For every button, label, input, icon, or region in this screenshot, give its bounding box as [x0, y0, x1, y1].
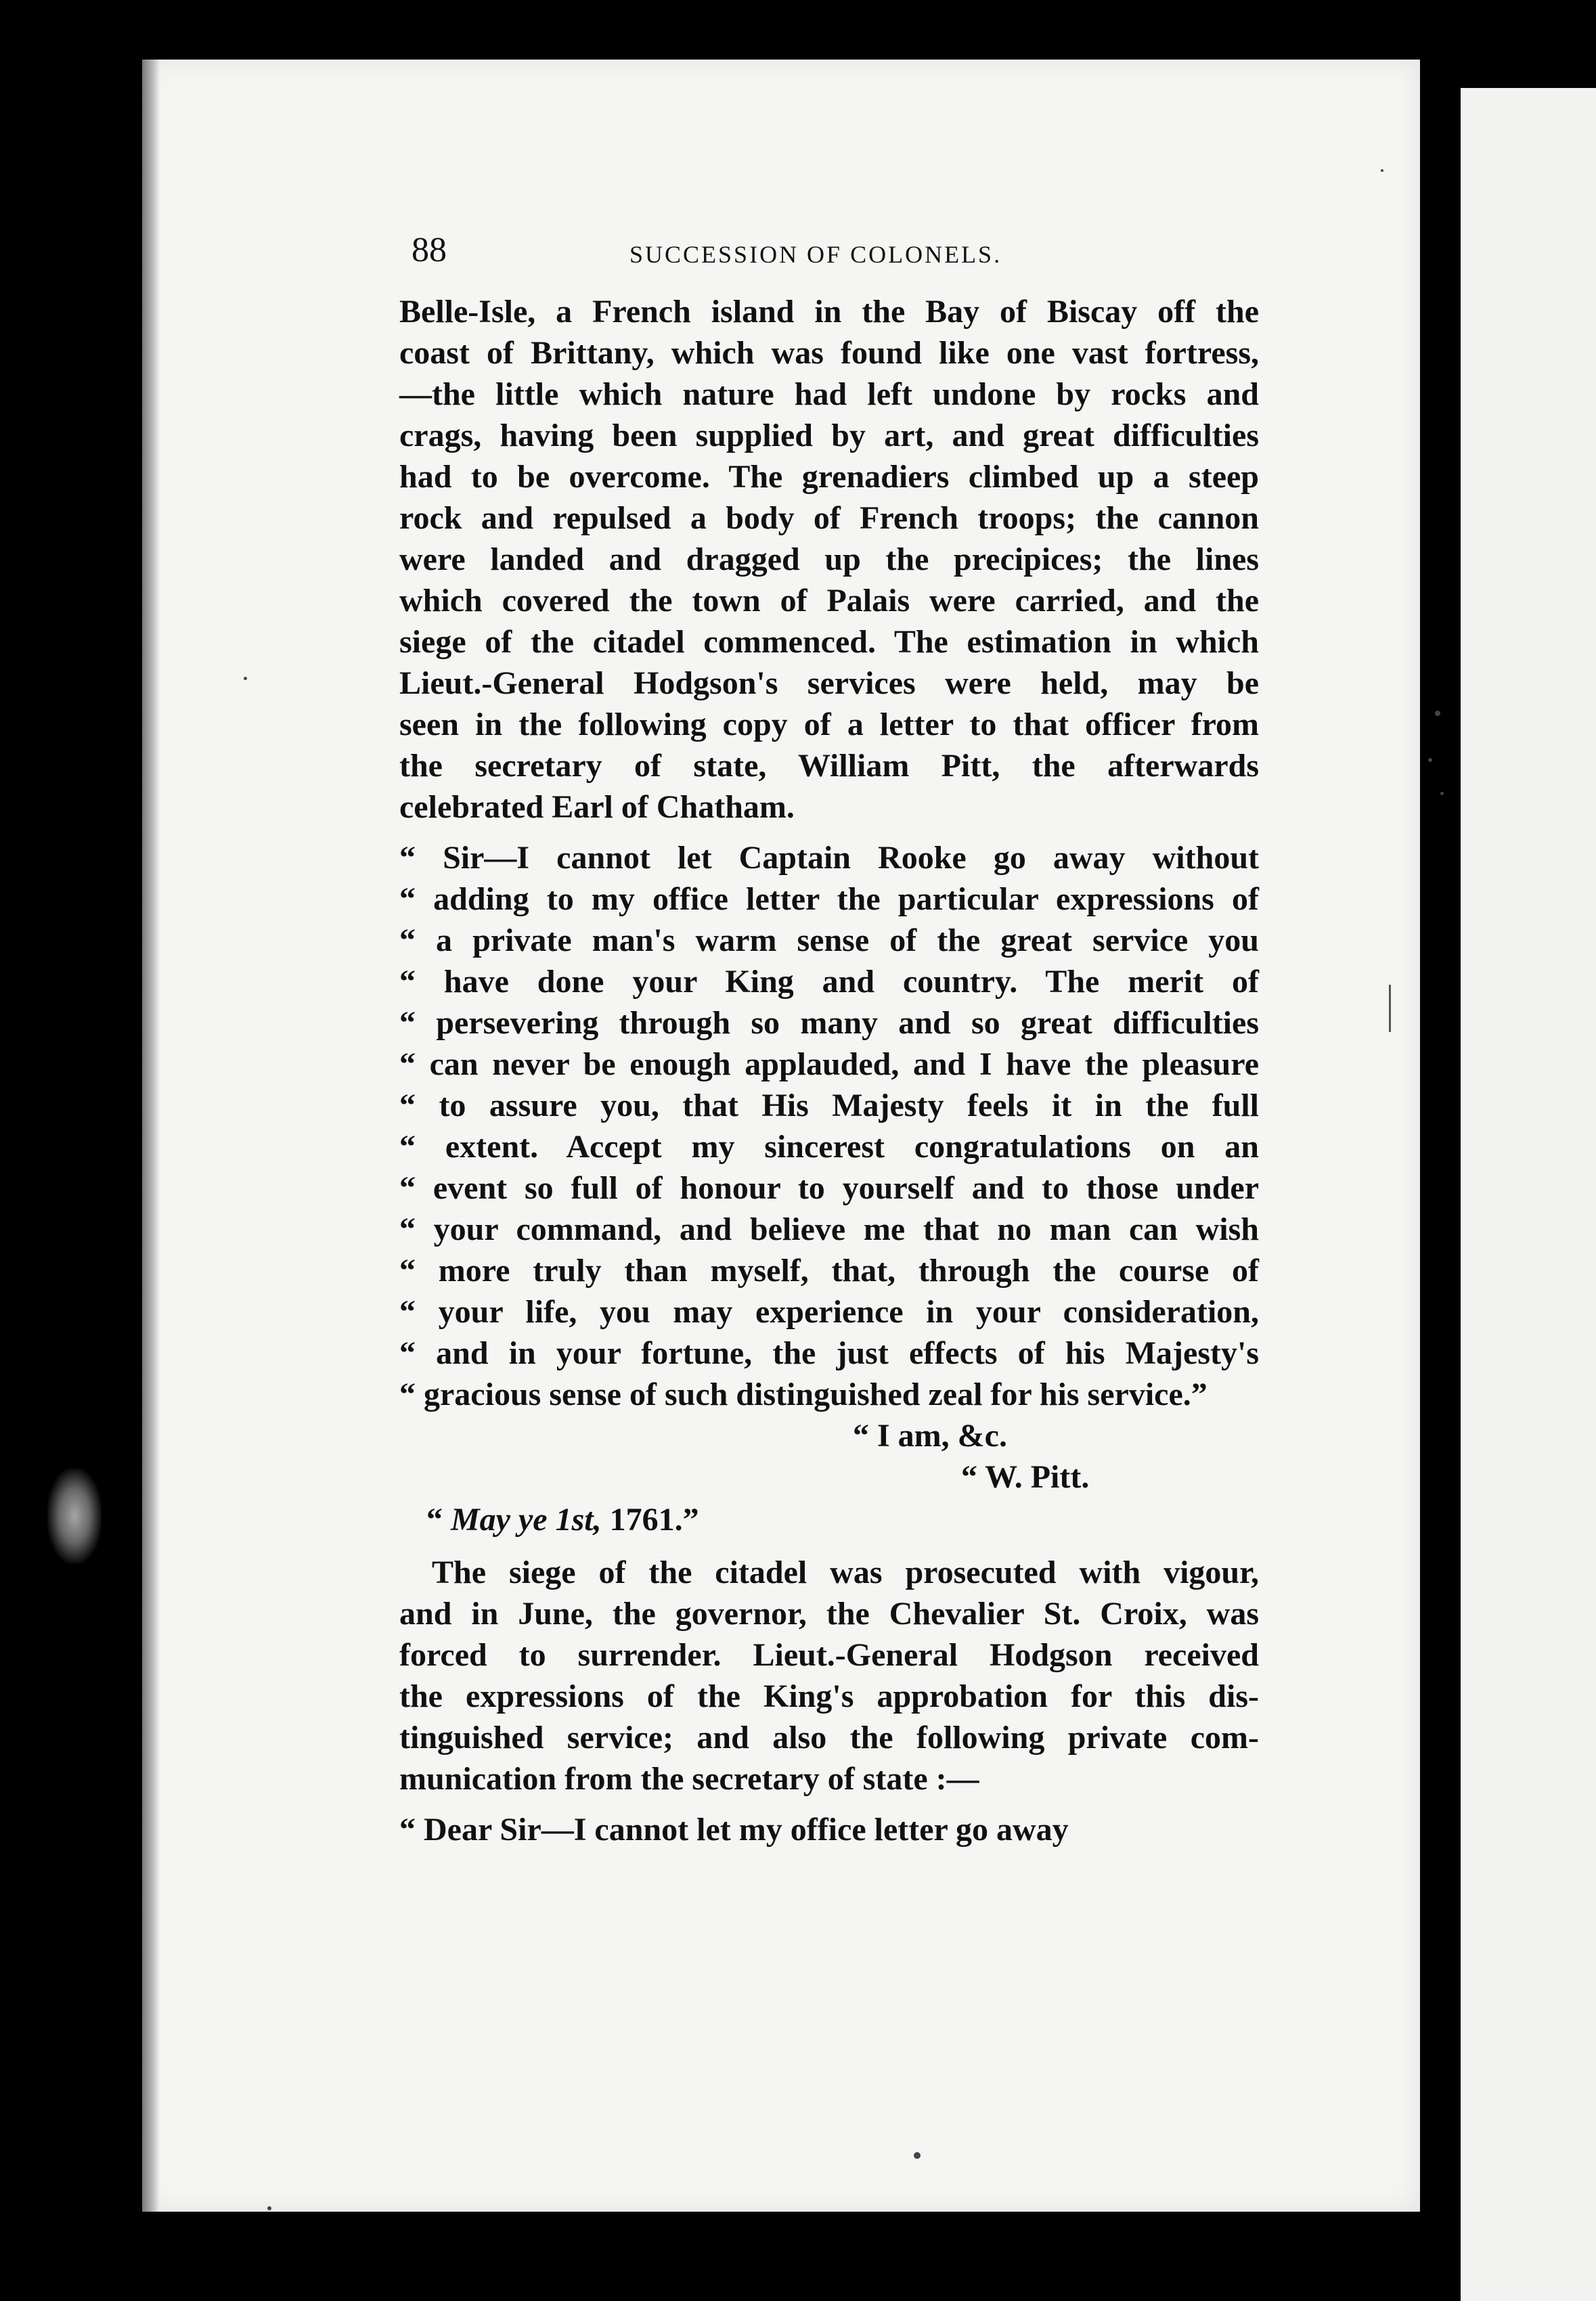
- adjacent-page-edge: [1461, 88, 1596, 2301]
- text-line: siege of the citadel commenced. The estimation in which: [399, 624, 1259, 660]
- text-line: seen in the following copy of a letter to that officer from: [399, 707, 1259, 742]
- text-line: “ can never be enough applauded, and I have the pleasure: [399, 1046, 1259, 1082]
- paragraph-siege: [399, 1552, 1259, 1800]
- text-line: Lieut.-General Hodgson's services were held, may be: [399, 665, 1259, 701]
- text-line: “ more truly than myself, that, through the course of: [399, 1253, 1259, 1289]
- text-line: “ to assure you, that His Majesty feels it in the full: [399, 1088, 1259, 1123]
- letter-date: “ May ye 1st, 1761.”: [426, 1502, 699, 1538]
- letter-pitt-second: [399, 1809, 1259, 1850]
- text-line: coast of Brittany, which was found like one vast fortress,: [399, 335, 1259, 371]
- text-line: the secretary of state, William Pitt, the afterwards: [399, 748, 1259, 784]
- binding-gutter: [142, 60, 160, 2212]
- text-line: crags, having been supplied by art, and great difficulties: [399, 418, 1259, 453]
- running-head: SUCCESSION OF COLONELS.: [629, 241, 1002, 268]
- text-line: forced to surrender. Lieut.-General Hodgson received: [399, 1637, 1259, 1673]
- text-line: “ your command, and believe me that no man can wish: [399, 1211, 1259, 1247]
- text-line: “ have done your King and country. The merit of: [399, 964, 1259, 1000]
- body-text: [399, 291, 1259, 1850]
- scan-speck: [1440, 792, 1444, 795]
- text-line: had to be overcome. The grenadiers climbed up a steep: [399, 459, 1259, 495]
- scan-speck: [1435, 711, 1440, 716]
- text-line: tinguished service; and also the following private com-: [399, 1720, 1259, 1756]
- text-line: “ persevering through so many and so great difficulties: [399, 1005, 1259, 1041]
- text-line: “ adding to my office letter the particular expressions of: [399, 881, 1259, 917]
- paragraph-belle-isle: [399, 291, 1259, 828]
- text-line: The siege of the citadel was prosecuted with vigour,: [432, 1555, 1259, 1590]
- letter-date-italic: May ye 1st,: [451, 1502, 602, 1538]
- text-line: celebrated Earl of Chatham.: [399, 789, 795, 825]
- text-line: were landed and dragged up the precipices; the lines: [399, 541, 1259, 577]
- text-line: “ and in your fortune, the just effects of his Majesty's: [399, 1335, 1259, 1371]
- text-line: “ Sir—I cannot let Captain Rooke go away without: [399, 840, 1259, 876]
- scan-speck: [1428, 758, 1432, 762]
- scan-speck: [244, 677, 247, 680]
- scan-smudge: [47, 1469, 102, 1563]
- scan-speck: [914, 2152, 921, 2159]
- text-line: —the little which nature had left undone by rocks and: [399, 376, 1259, 412]
- text-line: Belle-Isle, a French island in the Bay of Biscay off the: [399, 294, 1259, 330]
- text-line: “ a private man's warm sense of the great service you: [399, 922, 1259, 958]
- closing-i-am: “ I am, &c.: [853, 1418, 1007, 1454]
- text-line: munication from the secretary of state :—: [399, 1761, 979, 1797]
- scan-speck: [1381, 169, 1383, 172]
- scan-mark: [1389, 985, 1391, 1032]
- closing-signature: “ W. Pitt.: [961, 1459, 1090, 1495]
- text-line: and in June, the governor, the Chevalier St. Croix, was: [399, 1596, 1259, 1632]
- text-line: “ event so full of honour to yourself and to those under: [399, 1170, 1259, 1206]
- letter-pitt-first: [399, 837, 1259, 1415]
- text-line: “ Dear Sir—I cannot let my office letter go away: [399, 1812, 1069, 1848]
- text-line: rock and repulsed a body of French troops; the cannon: [399, 500, 1259, 536]
- text-line: “ gracious sense of such distinguished zeal for his service.”: [399, 1377, 1207, 1412]
- scan-speck: [267, 2206, 271, 2210]
- text-line: “ your life, you may experience in your consideration,: [399, 1294, 1259, 1330]
- page-number: 88: [412, 231, 447, 269]
- text-line: the expressions of the King's approbation for this dis-: [399, 1678, 1259, 1714]
- text-line: which covered the town of Palais were carried, and the: [399, 583, 1259, 619]
- text-line: “ extent. Accept my sincerest congratulations on an: [399, 1129, 1259, 1165]
